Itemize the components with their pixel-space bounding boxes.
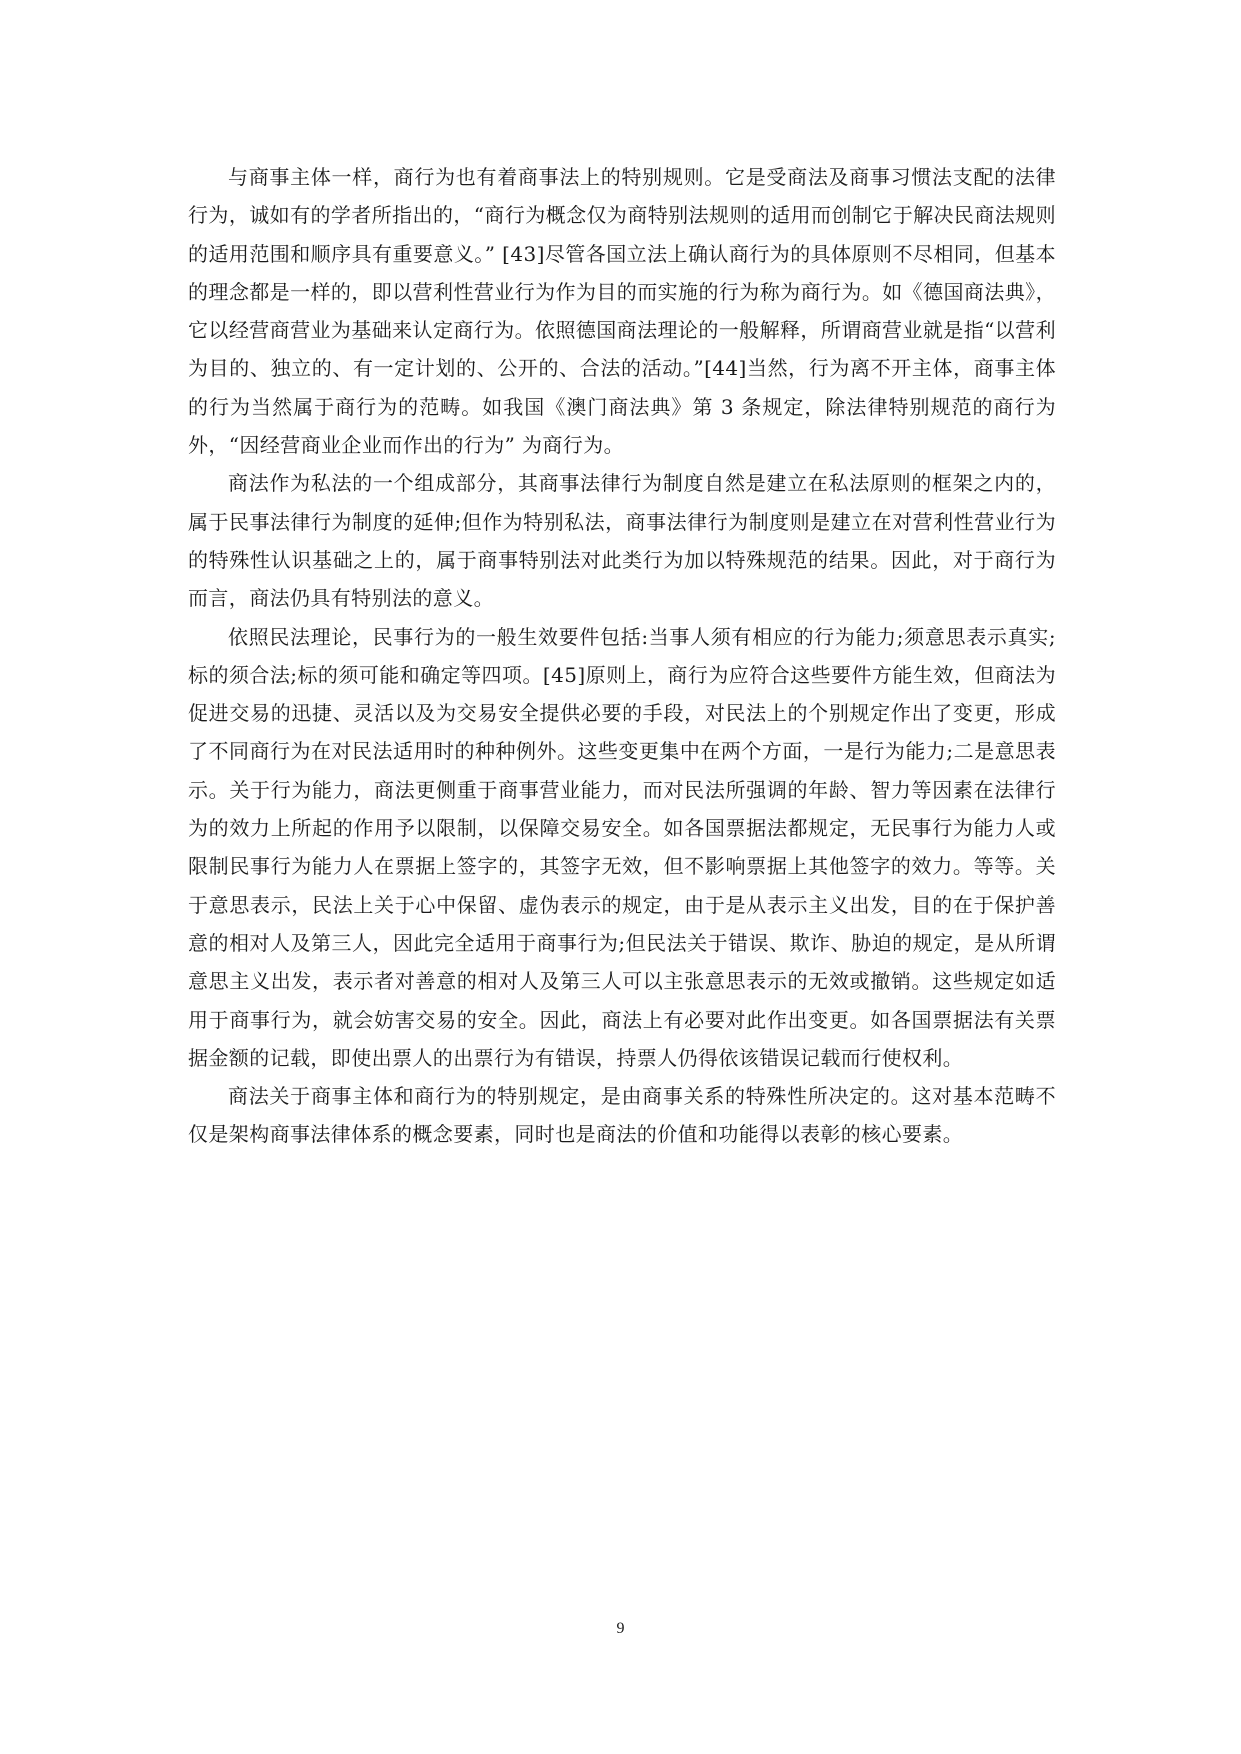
page-number: 9 <box>616 1620 625 1637</box>
paragraph-1: 与商事主体一样，商行为也有着商事法上的特别规则。它是受商法及商事习惯法支配的法律行为，诚如有的学者所指出的，“商行为概念仅为商特别法规则的适用而创制它于解决民商法规则的适用范围和顺序具有重要意义。” [43]尽管各国立法上确认商行为的具体原则不尽相同，但基本的理念都是一样的，即以营利性营业行为作为目的而实施的行为称为商行为。如《德国商法典》，它以经营商营业为基础来认定商行为。依照德国商法理论的一般解释，所谓商营业就是指“以营利为目的、独立的、有一定计划的、公开的、合法的活动。”[44]当然，行为离不开主体，商事主体的行为当然属于商行为的范畴。如我国《澳门商法典》第 3 条规定，除法律特别规范的商行为外，“因经营商业企业而作出的行为” 为商行为。 <box>188 165 1056 458</box>
paragraph-2: 商法作为私法的一个组成部分，其商事法律行为制度自然是建立在私法原则的框架之内的，属于民事法律行为制度的延伸;但作为特别私法，商事法律行为制度则是建立在对营利性营业行为的特殊性认识基础之上的，属于商事特别法对此类行为加以特殊规范的结果。因此，对于商行为而言，商法仍具有特别法的意义。 <box>188 471 1056 611</box>
body-text <box>188 158 1056 1154</box>
paragraph-4: 商法关于商事主体和商行为的特别规定，是由商事关系的特殊性所决定的。这对基本范畴不仅是架构商事法律体系的概念要素，同时也是商法的价值和功能得以表彰的核心要素。 <box>188 1084 1056 1147</box>
paragraph-3: 依照民法理论，民事行为的一般生效要件包括:当事人须有相应的行为能力;须意思表示真实;标的须合法;标的须可能和确定等四项。[45]原则上，商行为应符合这些要件方能生效，但商法为促进交易的迅捷、灵活以及为交易安全提供必要的手段，对民法上的个别规定作出了变更，形成了不同商行为在对民法适用时的种种例外。这些变更集中在两个方面，一是行为能力;二是意思表示。关于行为能力，商法更侧重于商事营业能力，而对民法所强调的年龄、智力等因素在法律行为的效力上所起的作用予以限制，以保障交易安全。如各国票据法都规定，无民事行为能力人或限制民事行为能力人在票据上签字的，其签字无效，但不影响票据上其他签字的效力。等等。关于意思表示，民法上关于心中保留、虚伪表示的规定，由于是从表示主义出发，目的在于保护善意的相对人及第三人，因此完全适用于商事行为;但民法关于错误、欺诈、胁迫的规定，是从所谓意思主义出发，表示者对善意的相对人及第三人可以主张意思表示的无效或撤销。这些规定如适用于商事行为，就会妨害交易的安全。因此，商法上有必要对此作出变更。如各国票据法有关票据金额的记载，即使出票人的出票行为有错误，持票人仍得依该错误记载而行使权利。 <box>188 624 1056 1070</box>
